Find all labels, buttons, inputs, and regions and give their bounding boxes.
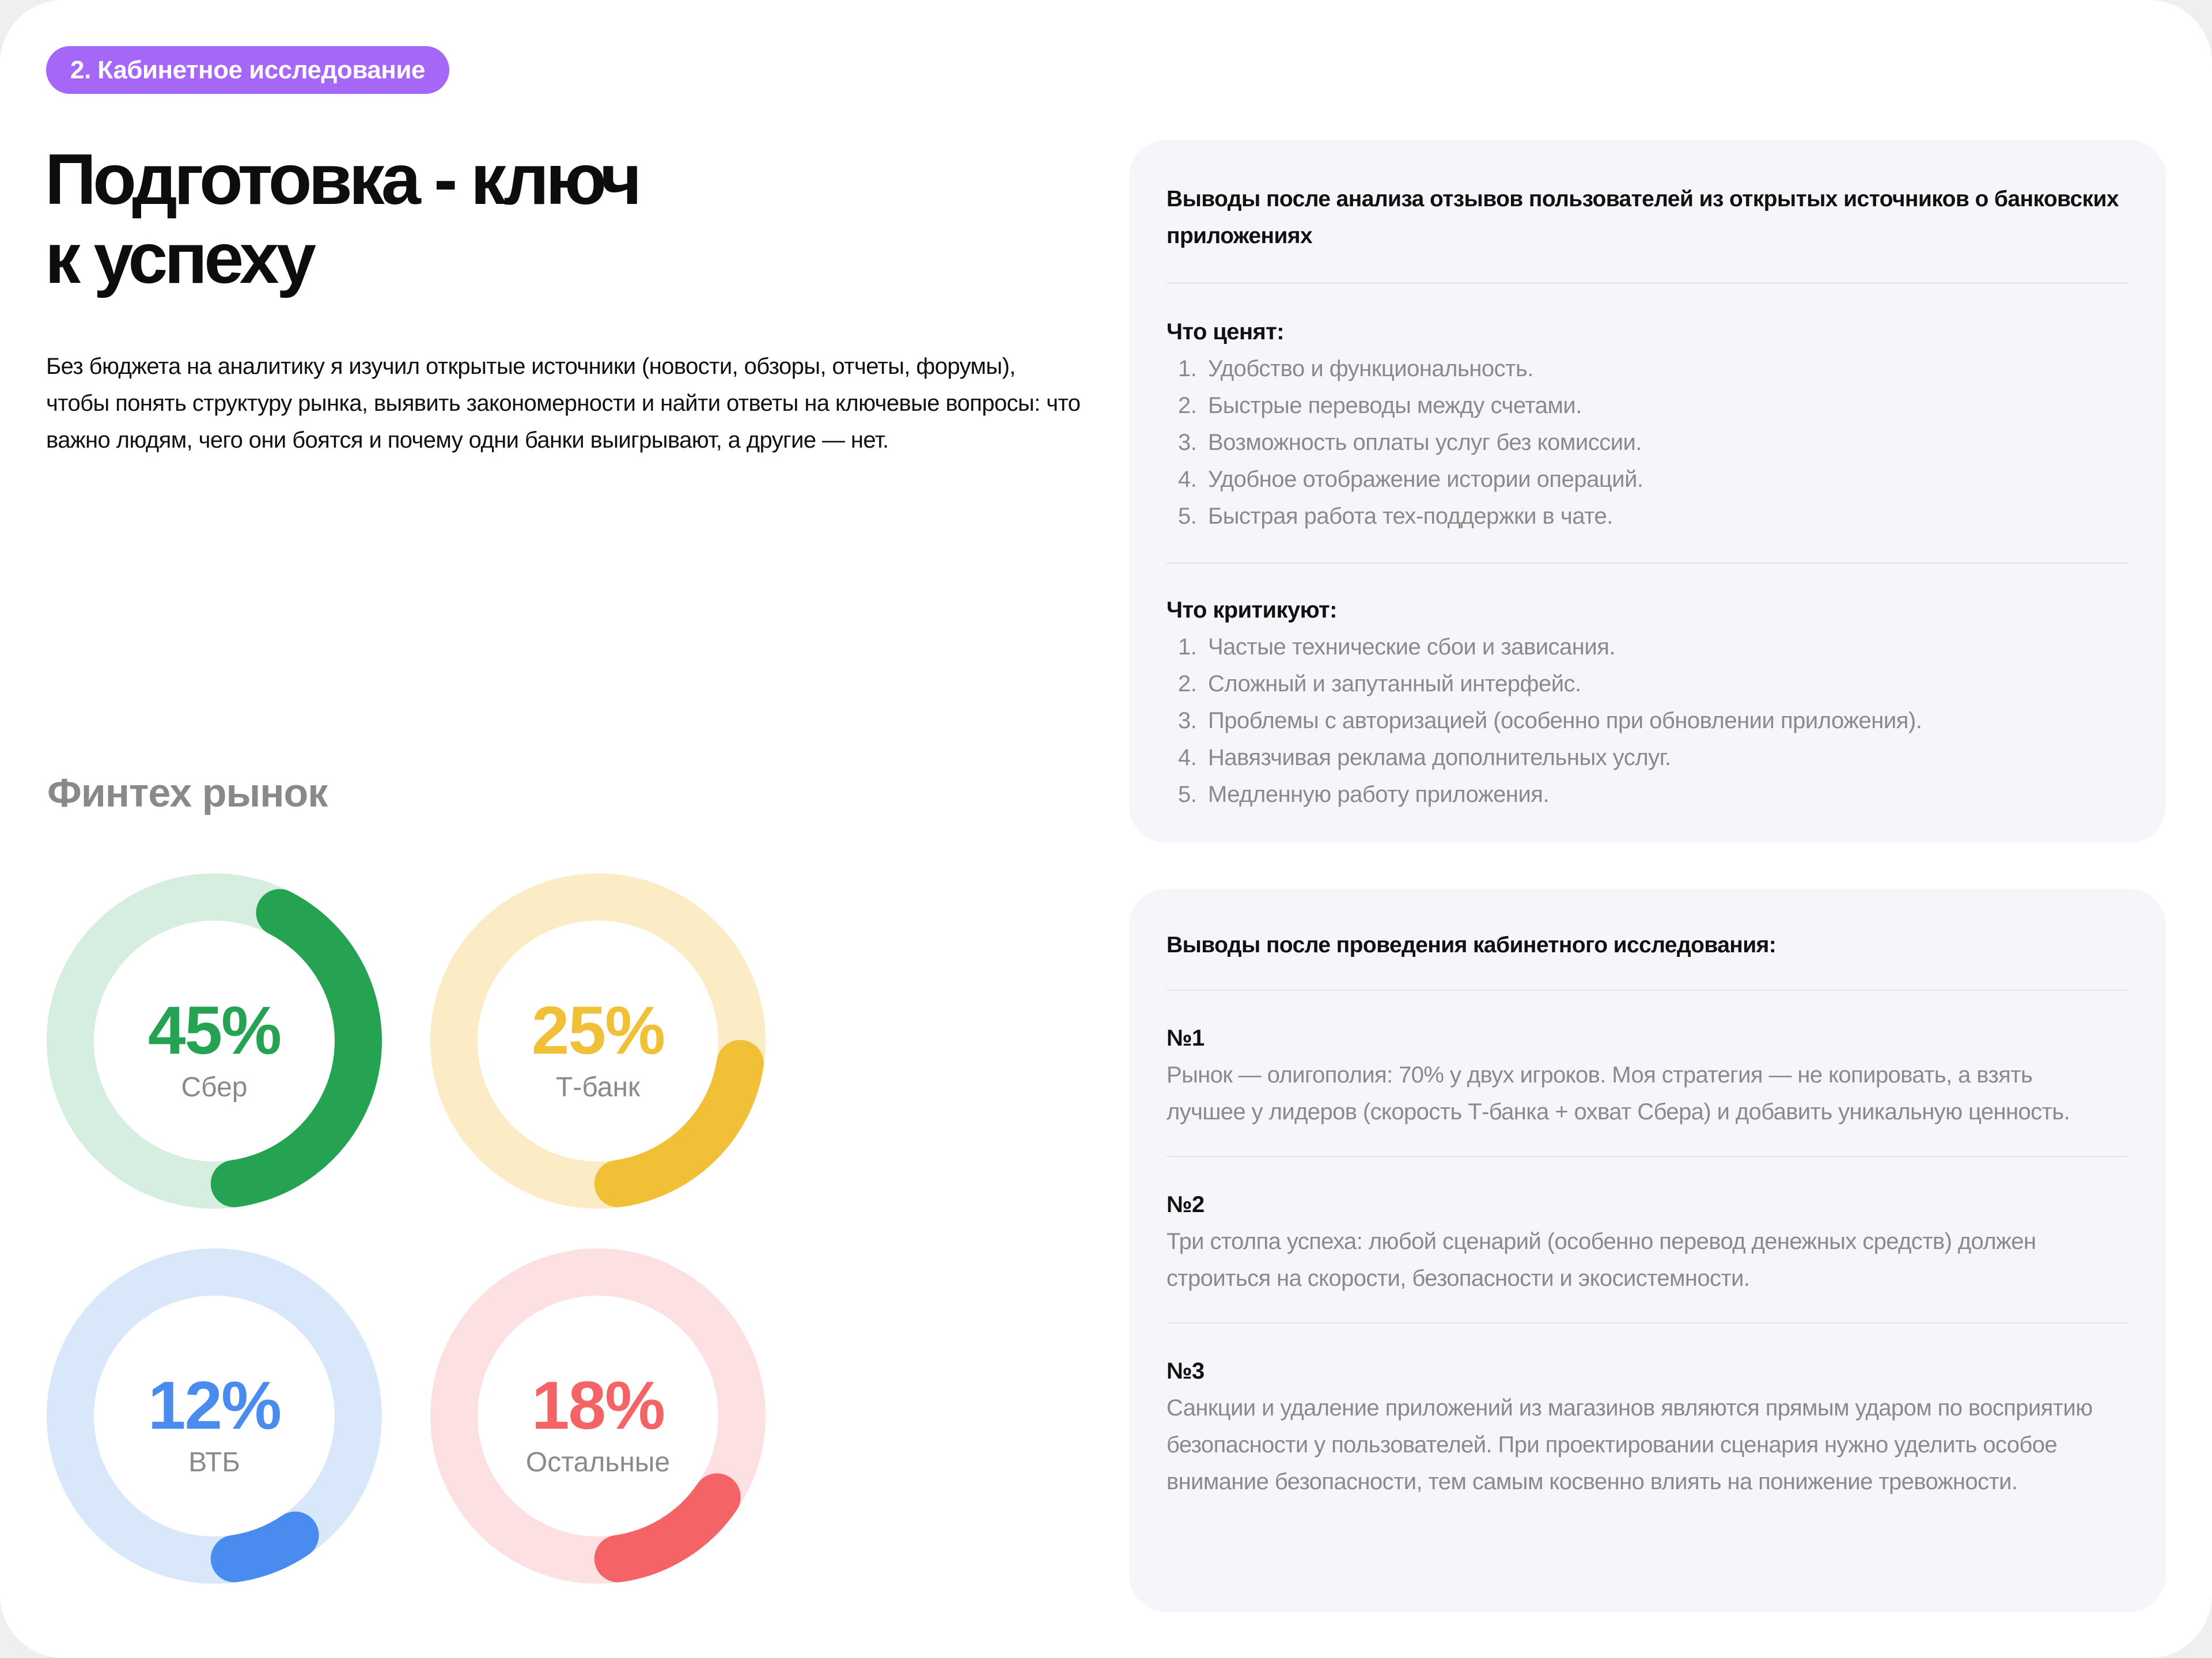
valued-list (1166, 350, 2128, 535)
section-badge: 2. Кабинетное исследование (46, 46, 449, 94)
list-item: 4. Удобное отображение истории операций. (1178, 467, 1643, 492)
finding-number: №3 (1166, 1358, 1205, 1384)
list-item: 1. Удобство и функциональность. (1178, 356, 1533, 381)
donut-chart-sber (41, 868, 387, 1214)
finding-number: №1 (1166, 1025, 1205, 1051)
research-findings-card (1129, 889, 2166, 1612)
donut-value: 12% (147, 1368, 281, 1444)
donut-chart-others (425, 1243, 771, 1589)
list-item: 2. Сложный и запутанный интерфейс. (1178, 671, 1581, 696)
research-card-heading: Выводы после проведения кабинетного исследования: (1166, 933, 1777, 957)
donut-label: ВТБ (188, 1447, 240, 1478)
list-item: 3. Проблемы с авторизацией (особенно при обновлении приложения). (1178, 708, 1922, 733)
donut-label: Т-банк (556, 1072, 640, 1103)
divider (1166, 282, 2128, 284)
list-item: 2. Быстрые переводы между счетами. (1178, 393, 1582, 418)
donut-label: Остальные (525, 1447, 671, 1478)
donut-value: 45% (147, 993, 281, 1069)
finding-number: №2 (1166, 1192, 1205, 1217)
page-title (45, 141, 638, 298)
divider (1166, 1156, 2128, 1157)
donut-value: 25% (531, 993, 665, 1069)
donut-label: Сбер (181, 1072, 248, 1103)
divider (1166, 1322, 2128, 1324)
page-title-line-2: к успеху (45, 219, 313, 298)
list-item: 4. Навязчивая реклама дополнительных услуг. (1178, 745, 1671, 770)
reviews-card-heading: Выводы после анализа отзывов пользователей из открытых источников о банковских приложениях (1166, 187, 2119, 248)
donut-value: 18% (531, 1368, 665, 1444)
list-item: 1. Частые технические сбои и зависания. (1178, 634, 1615, 660)
donut-chart-vtb (41, 1243, 387, 1589)
reviews-findings-card (1129, 140, 2166, 843)
list-item: 5. Медленную работу приложения. (1178, 782, 1550, 807)
finding-text: Рынок — олигополия: 70% у двух игроков. Моя стратегия — не копировать, а взять лучшее у лидеров (скорость Т-банка + охват Сбера) и добавить уникальную ценность. (1166, 1062, 2070, 1125)
intro-paragraph: Без бюджета на аналитику я изучил открытые источники (новости, обзоры, отчеты, форумы), чтобы понять структуру рынка, выявить закономерности и найти ответы на ключевые вопросы: что важно людям, чего они боятся и почему одни банки выигрывают, а другие — нет. (46, 354, 1081, 453)
valued-title: Что ценят: (1166, 319, 1284, 345)
divider (1166, 562, 2128, 564)
criticized-title: Что критикуют: (1166, 597, 1337, 623)
list-item: 5. Быстрая работа тех-поддержки в чате. (1178, 504, 1613, 529)
market-section-title: Финтех рынок (47, 770, 328, 815)
page-title-line-1: Подготовка - ключ (45, 140, 639, 219)
divider (1166, 989, 2128, 991)
list-item: 3. Возможность оплаты услуг без комиссии. (1178, 430, 1642, 455)
donut-chart-tbank (425, 868, 771, 1214)
criticized-list (1166, 629, 2128, 813)
finding-text: Три столпа успеха: любой сценарий (особенно перевод денежных средств) должен строиться на скорости, безопасности и экосистемности. (1166, 1229, 2036, 1291)
finding-text: Санкции и удаление приложений из магазинов являются прямым ударом по восприятию безопасности у пользователей. При проектировании сценария нужно уделить особое внимание безопасности, тем самым косвенно влиять на понижение тревожности. (1166, 1395, 2093, 1494)
